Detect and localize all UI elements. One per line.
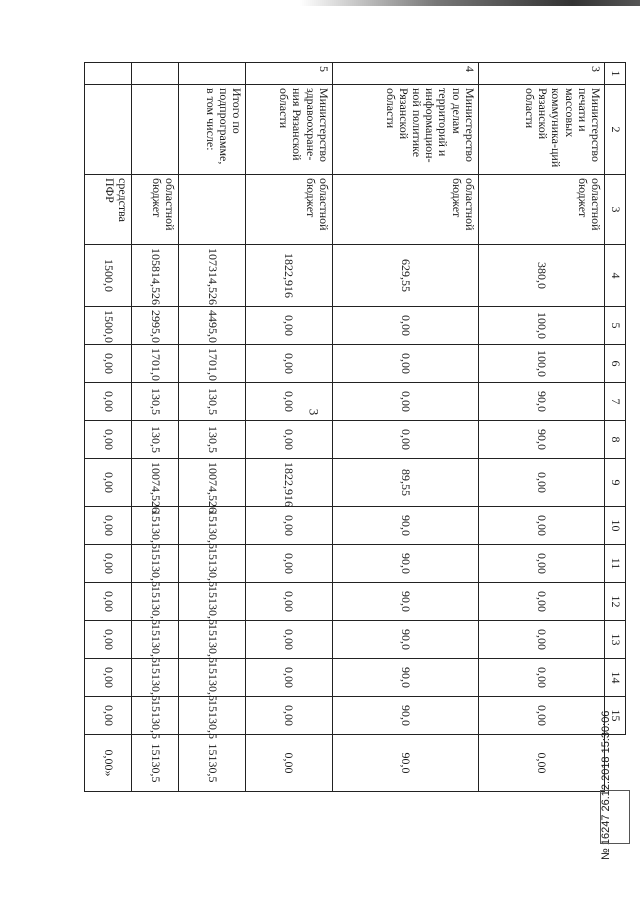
value-cell: 0,00 bbox=[85, 421, 132, 459]
value-cell: 89,55 bbox=[332, 459, 478, 507]
table-row bbox=[246, 63, 333, 792]
value-cell: 15130,5 bbox=[132, 621, 179, 659]
value-cell: 0,00 bbox=[246, 421, 333, 459]
value-cell: 1701,0 bbox=[179, 345, 246, 383]
value-cell: 15130,5 bbox=[179, 659, 246, 697]
value-cell: 0,00 bbox=[478, 697, 604, 735]
value-cell: 90,0 bbox=[332, 697, 478, 735]
col-header-9: 9 bbox=[605, 459, 626, 507]
row-number bbox=[179, 63, 246, 85]
value-cell: 0,00 bbox=[85, 545, 132, 583]
value-cell: 15130,5 bbox=[179, 735, 246, 792]
value-cell: 0,00 bbox=[478, 507, 604, 545]
value-cell: 0,00 bbox=[478, 659, 604, 697]
value-cell: 0,00 bbox=[246, 735, 333, 792]
value-cell: 0,00 bbox=[85, 383, 132, 421]
value-cell: 90,0 bbox=[478, 383, 604, 421]
value-cell: 10074,526 bbox=[179, 459, 246, 507]
organization-cell bbox=[85, 85, 132, 175]
value-cell: 15130,5 bbox=[132, 583, 179, 621]
value-cell: 0,00 bbox=[246, 507, 333, 545]
col-header-13: 13 bbox=[605, 621, 626, 659]
table-row bbox=[478, 63, 604, 792]
value-cell: 15130,5 bbox=[179, 507, 246, 545]
value-cell: 0,00 bbox=[246, 659, 333, 697]
col-header-14: 14 bbox=[605, 659, 626, 697]
table-row bbox=[179, 63, 246, 792]
value-cell: 0,00 bbox=[85, 459, 132, 507]
row-number bbox=[85, 63, 132, 85]
col-header-8: 8 bbox=[605, 421, 626, 459]
value-cell: 380,0 bbox=[478, 245, 604, 307]
value-cell: 0,00 bbox=[246, 697, 333, 735]
office-seal bbox=[600, 790, 630, 844]
scan-edge-mark bbox=[300, 0, 640, 6]
value-cell: 100,0 bbox=[478, 345, 604, 383]
value-cell: 4495,0 bbox=[179, 307, 246, 345]
value-cell: 15130,5 bbox=[179, 621, 246, 659]
value-cell: 15130,5 bbox=[132, 507, 179, 545]
value-cell: 0,00 bbox=[246, 307, 333, 345]
col-header-10: 10 bbox=[605, 507, 626, 545]
value-cell: 0,00 bbox=[332, 307, 478, 345]
value-cell: 1500,0 bbox=[85, 307, 132, 345]
value-cell: 0,00 bbox=[478, 621, 604, 659]
value-cell: 10074,526 bbox=[132, 459, 179, 507]
row-number: 3 bbox=[478, 63, 604, 85]
organization-cell: Итого по подпрограмме, в том числе: bbox=[179, 85, 246, 175]
value-cell: 0,00 bbox=[85, 583, 132, 621]
value-cell: 0,00 bbox=[85, 507, 132, 545]
value-cell: 0,00 bbox=[85, 659, 132, 697]
value-cell: 0,00 bbox=[332, 421, 478, 459]
value-cell: 0,00 bbox=[478, 735, 604, 792]
col-header-2: 2 bbox=[605, 85, 626, 175]
value-cell: 130,5 bbox=[179, 421, 246, 459]
value-cell: 90,0 bbox=[332, 621, 478, 659]
row-number: 4 bbox=[332, 63, 478, 85]
value-cell: 15130,5 bbox=[132, 735, 179, 792]
value-cell: 130,5 bbox=[179, 383, 246, 421]
funding-source-cell: средства ПФР bbox=[85, 175, 132, 245]
value-cell: 0,00 bbox=[246, 345, 333, 383]
value-cell: 90,0 bbox=[332, 507, 478, 545]
rotated-table bbox=[84, 62, 626, 792]
value-cell: 629,55 bbox=[332, 245, 478, 307]
value-cell: 90,0 bbox=[332, 545, 478, 583]
funding-source-cell: областной бюджет bbox=[246, 175, 333, 245]
value-cell: 15130,5 bbox=[132, 659, 179, 697]
value-cell: 0,00 bbox=[85, 621, 132, 659]
funding-source-cell: областной бюджет bbox=[478, 175, 604, 245]
value-cell: 1701,0 bbox=[132, 345, 179, 383]
funding-source-cell: областной бюджет bbox=[132, 175, 179, 245]
table-row bbox=[85, 63, 132, 792]
value-cell: 130,5 bbox=[132, 421, 179, 459]
organization-cell: Министерство здравоохране-ния Рязанской области bbox=[246, 85, 333, 175]
value-cell: 90,0 bbox=[332, 583, 478, 621]
value-cell: 2995,0 bbox=[132, 307, 179, 345]
value-cell: 0,00 bbox=[246, 583, 333, 621]
value-cell: 15130,5 bbox=[179, 697, 246, 735]
value-cell: 15130,5 bbox=[179, 583, 246, 621]
registration-text: № 16247 26.12.2018 15:30:06 bbox=[600, 710, 612, 860]
col-header-3: 3 bbox=[605, 175, 626, 245]
value-cell: 0,00» bbox=[85, 735, 132, 792]
budget-table bbox=[84, 62, 626, 792]
table-frame bbox=[84, 62, 626, 792]
table-row bbox=[132, 63, 179, 792]
organization-cell: Министерство по делам территорий и информацион-ной политике Рязанской области bbox=[332, 85, 478, 175]
col-header-15: 15 bbox=[605, 697, 626, 735]
value-cell: 90,0 bbox=[332, 659, 478, 697]
value-cell: 90,0 bbox=[332, 735, 478, 792]
col-header-5: 5 bbox=[605, 307, 626, 345]
value-cell: 105814,526 bbox=[132, 245, 179, 307]
organization-cell bbox=[132, 85, 179, 175]
page-number: 3 bbox=[306, 408, 322, 416]
value-cell: 0,00 bbox=[478, 583, 604, 621]
col-header-6: 6 bbox=[605, 345, 626, 383]
value-cell: 15130,5 bbox=[132, 545, 179, 583]
value-cell: 0,00 bbox=[246, 621, 333, 659]
value-cell: 0,00 bbox=[246, 545, 333, 583]
value-cell: 0,00 bbox=[332, 383, 478, 421]
col-header-12: 12 bbox=[605, 583, 626, 621]
col-header-11: 11 bbox=[605, 545, 626, 583]
organization-cell: Министерство печати и массовых коммуника-ций Рязанской области bbox=[478, 85, 604, 175]
value-cell: 1822,916 bbox=[246, 245, 333, 307]
col-header-1: 1 bbox=[605, 63, 626, 85]
col-header-4: 4 bbox=[605, 245, 626, 307]
value-cell: 0,00 bbox=[332, 345, 478, 383]
value-cell: 1500,0 bbox=[85, 245, 132, 307]
col-header-7: 7 bbox=[605, 383, 626, 421]
table-row bbox=[332, 63, 478, 792]
value-cell: 0,00 bbox=[85, 697, 132, 735]
value-cell: 1822,916 bbox=[246, 459, 333, 507]
value-cell: 0,00 bbox=[246, 383, 333, 421]
value-cell: 90,0 bbox=[478, 421, 604, 459]
value-cell: 107314,526 bbox=[179, 245, 246, 307]
value-cell: 0,00 bbox=[478, 545, 604, 583]
row-number bbox=[132, 63, 179, 85]
value-cell: 0,00 bbox=[85, 345, 132, 383]
funding-source-cell: областной бюджет bbox=[332, 175, 478, 245]
value-cell: 15130,5 bbox=[132, 697, 179, 735]
value-cell: 0,00 bbox=[478, 459, 604, 507]
row-number: 5 bbox=[246, 63, 333, 85]
value-cell: 100,0 bbox=[478, 307, 604, 345]
value-cell: 130,5 bbox=[132, 383, 179, 421]
funding-source-cell bbox=[179, 175, 246, 245]
value-cell: 15130,5 bbox=[179, 545, 246, 583]
